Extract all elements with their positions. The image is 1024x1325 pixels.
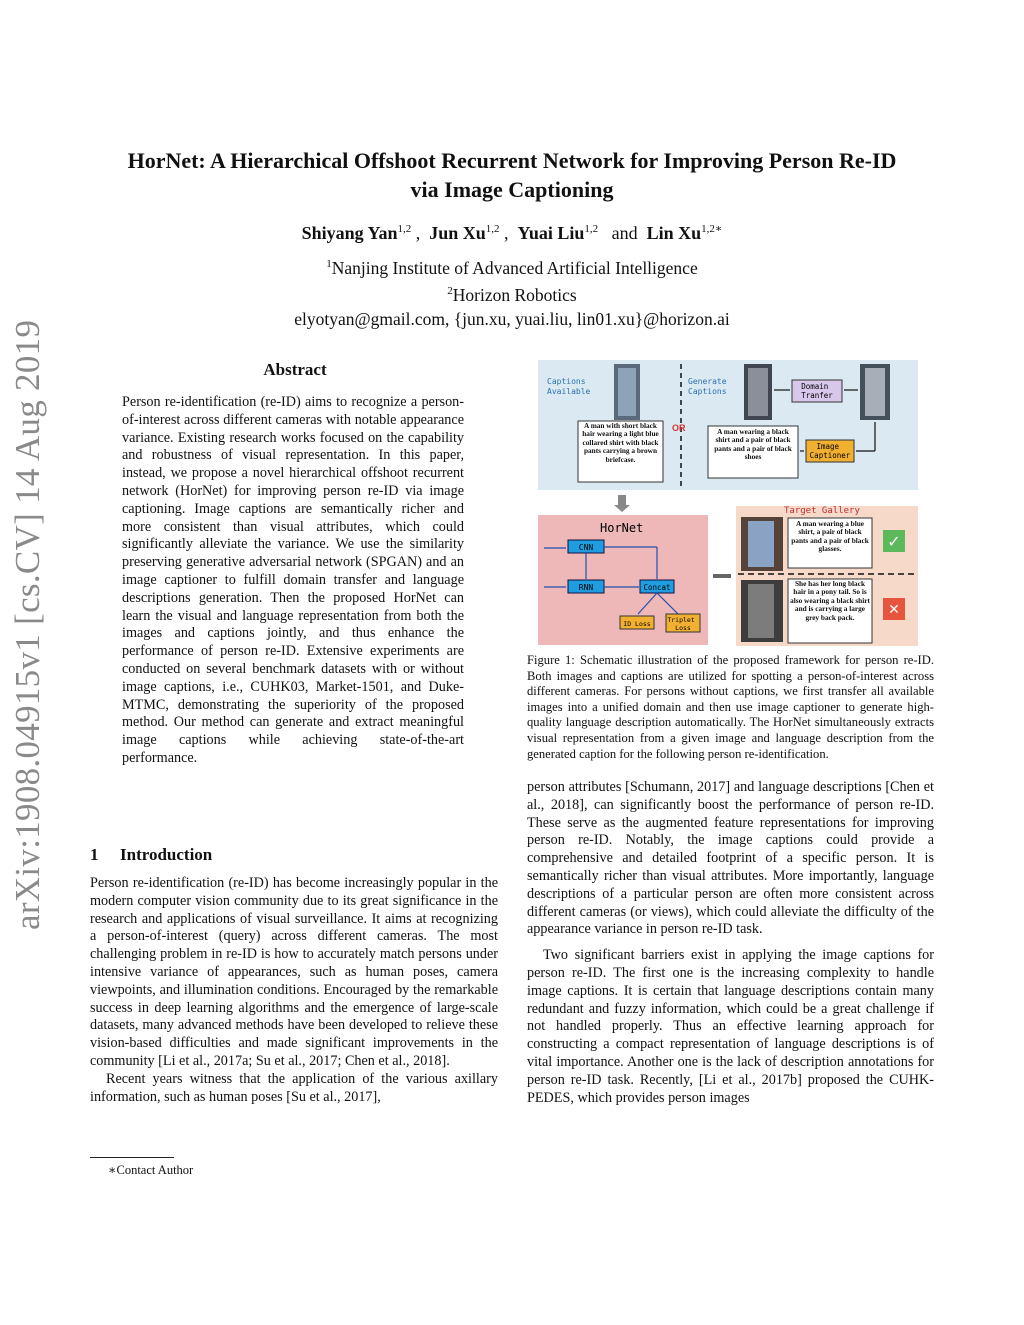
generate-captions-label: Generate Captions bbox=[688, 377, 727, 396]
affiliation-2 bbox=[60, 280, 964, 307]
cross-icon: ✕ bbox=[888, 602, 900, 618]
flow-arrow-shaft bbox=[618, 495, 626, 505]
concat-label: Concat bbox=[643, 583, 671, 592]
gallery-caption-2-text: She has her long black hair in a pony tail. So is also wearing a black shirt and is carrying a large grey back pack. bbox=[790, 580, 870, 622]
abstract-heading: Abstract bbox=[263, 360, 327, 379]
affiliation-1 bbox=[60, 253, 964, 280]
footnote-rule bbox=[90, 1157, 174, 1158]
gallery-photo-1-figure bbox=[748, 521, 774, 567]
rnn-label: RNN bbox=[578, 583, 594, 592]
triplet-loss-label: Triplet Loss bbox=[667, 616, 695, 632]
right-paragraph-2: Two significant barriers exist in applying the image captions for person re-ID. The first one is the increasing complexity to handle image captions. It is certain that language descriptions contain many redundant and fuzzy information, which could be a great challenge if not handled properly. Thus an effective learning approach for constructing a compact representation of language descriptions is of vital importance. Another one is the lack of description annotations for person re-ID task. Recently, [Li et al., 2017b] proposed the CUHK-PEDES, which provides person images bbox=[527, 947, 934, 1106]
intro-paragraph-2: Recent years witness that the application of the various axillary information, such as human poses [Su et al., 2017], bbox=[90, 1070, 498, 1105]
match-dash bbox=[713, 574, 731, 578]
footnote: ∗Contact Author bbox=[108, 1163, 194, 1177]
author-name: Shiyang Yan bbox=[301, 223, 398, 243]
right-column-body bbox=[527, 779, 934, 1107]
author-name: Jun Xu bbox=[429, 223, 486, 243]
author-sup: 1,2∗ bbox=[701, 223, 723, 235]
intro-paragraph-1: Person re-identification (re-ID) has become increasingly popular in the modern computer vision community due to its great significance in the research and applications of visual surveillance. It aims at recognizing a person-of-interest (query) across different cameras. The most challenging problem in re-ID is how to accurately match persons under intensive variance of appearances, such as human poses, camera viewpoints, and illumination conditions. Encouraged by the remarkable success in deep learning algorithms and the emergence of large-scale datasets, many advanced methods have been developed to relieve these vision-based difficulties and made significant improvements in the community [Li et al., 2017a; Su et al., 2017; Chen et al., 2018]. bbox=[90, 875, 498, 1069]
caption-mid-text: A man wearing a black shirt and a pair of black pants and a pair of black shoes bbox=[714, 428, 792, 462]
author-sup: 1,2 bbox=[397, 223, 412, 235]
author-sup: 1,2 bbox=[584, 223, 599, 235]
affiliations bbox=[60, 253, 964, 331]
image-captioner-label: Image Captioner bbox=[809, 442, 851, 460]
id-loss-label: ID Loss bbox=[623, 620, 651, 628]
gallery-caption-1-text: A man wearing a blue shirt, a pair of black pants and a pair of black glasses. bbox=[791, 520, 869, 554]
or-label: OR bbox=[672, 423, 686, 433]
affiliation-sup: 2 bbox=[447, 285, 453, 298]
hornet-label: HorNet bbox=[600, 521, 644, 535]
section-number: 1 bbox=[90, 845, 99, 864]
figure-1-diagram bbox=[538, 360, 918, 650]
affiliation-sup: 1 bbox=[326, 258, 332, 270]
arxiv-stamp: arXiv:1908.04915v1 [cs.CV] 14 Aug 2019 bbox=[8, 319, 47, 930]
author-sup: 1,2 bbox=[485, 223, 500, 235]
domain-transfer-label: Domain Tranfer bbox=[801, 382, 833, 400]
target-gallery-label: Target Gallery bbox=[784, 506, 860, 516]
title-line-1: HorNet: A Hierarchical Offshoot Recurrent Network for Improving Person Re-ID bbox=[127, 148, 897, 173]
person-photo-3-figure bbox=[865, 368, 885, 416]
figure-caption: Figure 1: Schematic illustration of the proposed framework for person re-ID. Both images and captions are utilized for spotting a person-of-interest across different cameras. For persons without captions, we first transfer all available images into a unified domain and then use image captioner to generate high-quality language description automatically. The HorNet simultaneously extracts visual representation from a given image and language description from the generated caption for the following person re-identification. bbox=[527, 653, 934, 761]
caption-left-text: A man with short black hair wearing a light blue collared shirt with black pants carrying a brown briefcase. bbox=[582, 422, 659, 464]
gallery-photo-2-figure bbox=[748, 584, 774, 638]
author-name: Lin Xu bbox=[646, 223, 702, 243]
emails: elyotyan@gmail.com, {jun.xu, yuai.liu, lin01.xu}@horizon.ai bbox=[294, 308, 730, 329]
person-photo-2-figure bbox=[748, 368, 768, 416]
authors-and: and bbox=[611, 223, 638, 243]
affiliation-text: Nanjing Institute of Advanced Artificial Intelligence bbox=[331, 257, 698, 278]
flow-arrow-head bbox=[614, 505, 630, 512]
person-photo-1-figure bbox=[618, 368, 636, 416]
affiliation-text: Horizon Robotics bbox=[452, 285, 577, 306]
figure-1 bbox=[538, 360, 918, 650]
intro-body bbox=[90, 875, 498, 1106]
right-paragraph-1: person attributes [Schumann, 2017] and language descriptions [Chen et al., 2018], can significantly boost the performance of person re-ID. These serve as the augmented feature representations for improving person re-ID. Notably, the image captions could provide a comprehensive and detailed footprint of a specific person. It is semantically richer than visual attributes. More importantly, language descriptions of a particular person are often more consistent across different cameras (or views), which could alleviate the difficulty of the appearance variance in person re-ID task. bbox=[527, 779, 934, 938]
section-heading bbox=[90, 845, 212, 865]
captions-available-label: Captions Available bbox=[547, 377, 591, 396]
paper-title bbox=[60, 146, 964, 204]
section-title: Introduction bbox=[120, 845, 213, 864]
check-icon: ✓ bbox=[887, 532, 901, 551]
abstract-text: Person re-identification (re-ID) aims to recognize a person-of-interest across different cameras with notable appearance variance. Existing research works focused on the capability and robustness of visual representation. In this paper, instead, we propose a novel hierarchical offshoot recurrent network (HorNet) for improving person re-ID via image captioning. Image captions are semantically richer and more consistent than visual attributes, which could significantly alleviate the variance. We use the similarity preserving generative adversarial network (SPGAN) and an image captioner to fulfill domain transfer and language descriptions generation. Then the proposed HorNet can learn the visual and language representation from both the images and captions jointly, and thus enhance the performance of person re-ID. Extensive experiments are conducted on several benchmark datasets with or without image captions, i.e., CUHK03, Market-1501, and Duke-MTMC, demonstrating the superiority of the proposed method. Our method can generate and extract meaningful image captions while achieving state-of-the-art performance. bbox=[122, 394, 464, 766]
author-name: Yuai Liu bbox=[517, 223, 585, 243]
title-line-2: via Image Captioning bbox=[410, 177, 614, 202]
author-list: Shiyang Yan$^{1,2}$ , Jun Xu$^{1,2}$ , Yuai Liu$^{1,2}$ and Lin $Xu^{1,2∗}$ bbox=[301, 223, 723, 243]
cnn-label: CNN bbox=[578, 543, 594, 552]
